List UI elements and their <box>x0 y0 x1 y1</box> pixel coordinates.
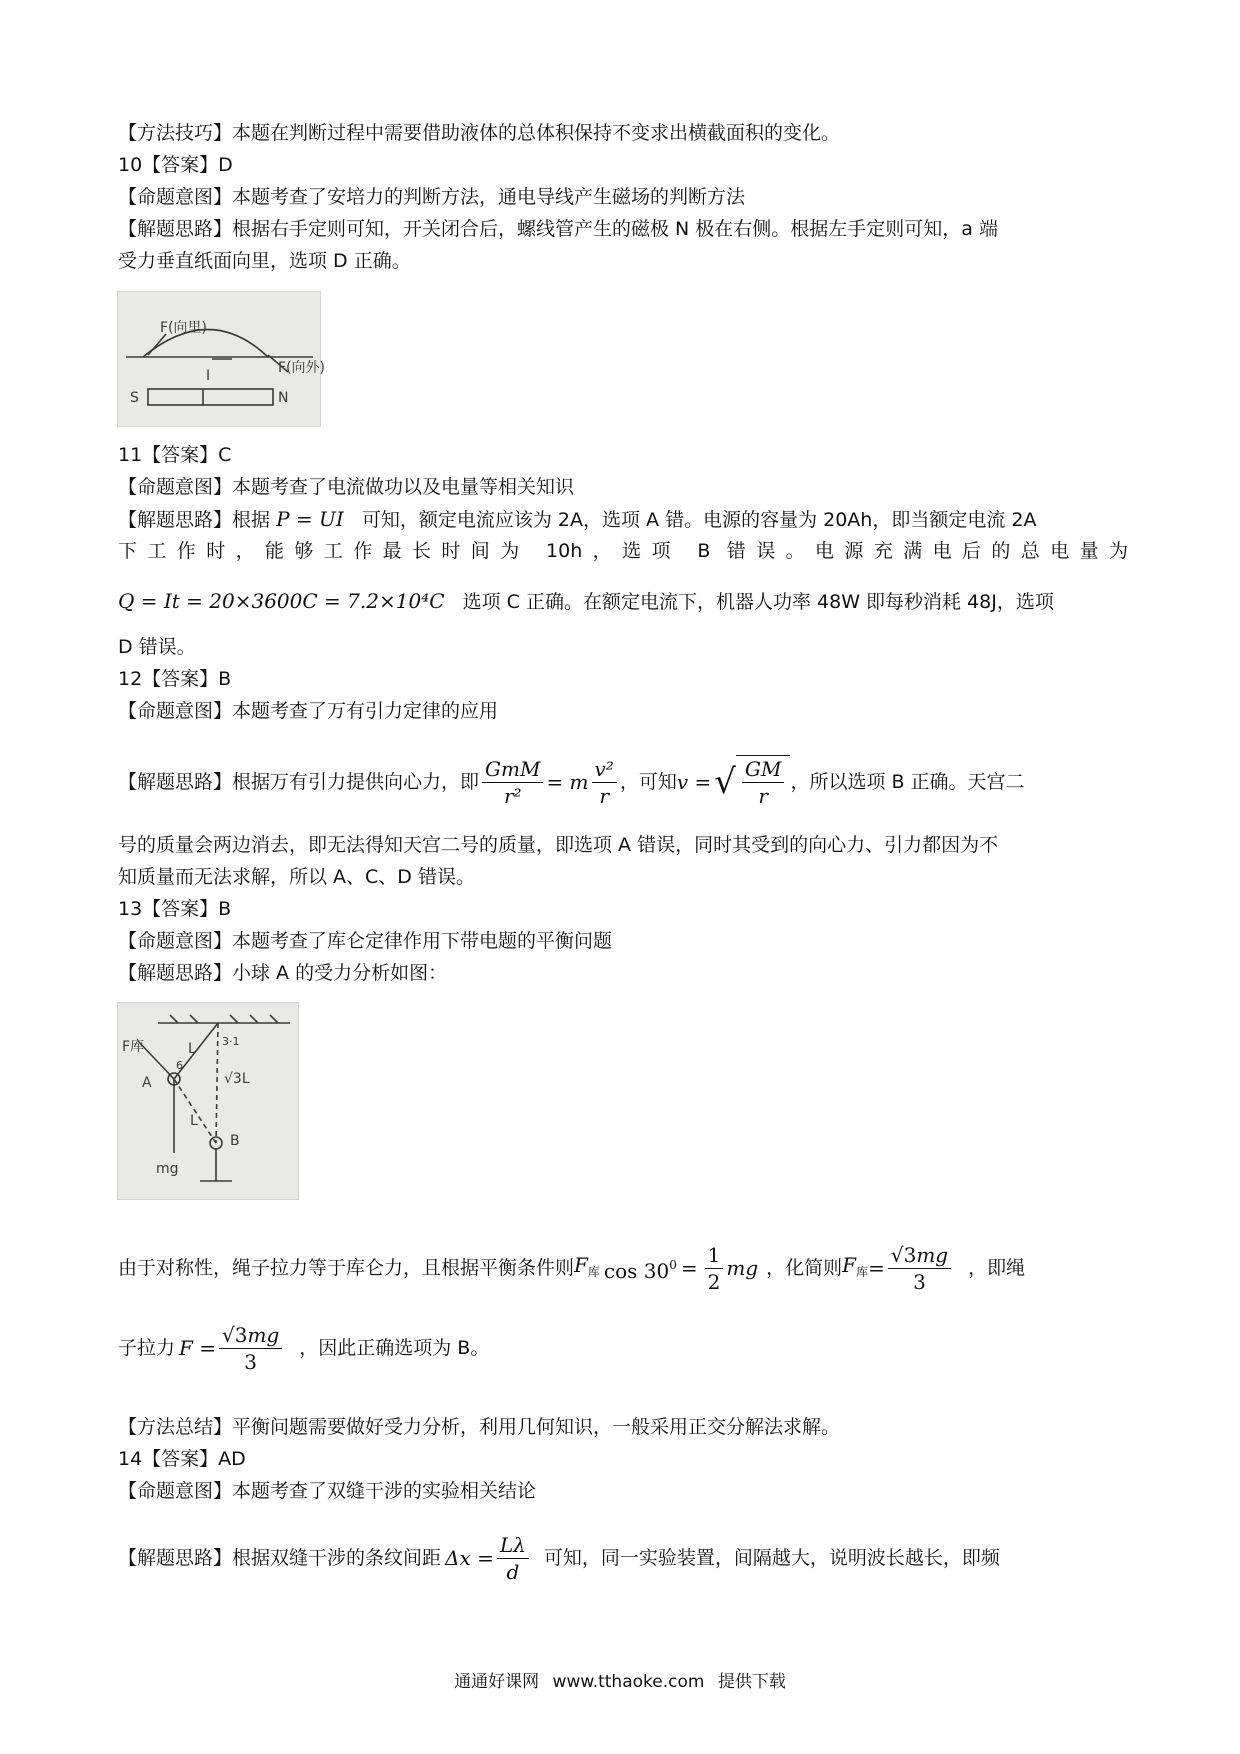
q12-reasoning-line-2: 号的质量会两边消去，即无法得知天宫二号的质量，即选项 A 错误，同时其受到的向心力、引力都因为不 <box>118 834 999 856</box>
q13-f-symbol: F <box>574 1252 588 1277</box>
q10-answer: 10【答案】D <box>118 154 233 176</box>
q13-fraction-half <box>705 1242 724 1295</box>
q13-method-summary: 【方法总结】平衡问题需要做好受力分析，利用几何知识，一般采用正交分解法求解。 <box>118 1416 841 1438</box>
q12-sqrt-body <box>736 755 790 809</box>
q12-reasoning-mid: ，可知 <box>619 771 677 793</box>
q14-spacing-denominator: d <box>506 1559 520 1584</box>
q12-reasoning-line-1 <box>118 752 1128 812</box>
q10-label-north: N <box>278 390 289 406</box>
q14-delta-x: Δx = <box>445 1546 494 1570</box>
q13-half-numerator: 1 <box>705 1242 724 1269</box>
q13-label-length-sqrt3l: √3L <box>224 1071 250 1087</box>
q13-figure-sketch <box>118 1003 298 1199</box>
q12-reasoning-prefix: 【解题思路】根据万有引力提供向心力，即 <box>118 771 480 793</box>
q10-label-f-left: F(向里) <box>160 320 207 336</box>
q13-label-angle-top: 3·1 <box>222 1035 240 1048</box>
q13-symmetry-prefix: 由于对称性，绳子拉力等于库仑力，且根据平衡条件则 <box>118 1257 575 1279</box>
q14-reasoning-prefix: 【解题思路】根据双缝干涉的条纹间距 <box>118 1547 442 1569</box>
q13-tension-symbol: F = <box>179 1336 217 1360</box>
q12-reasoning-line-3: 知质量而无法求解，所以 A、C、D 错误。 <box>118 866 475 888</box>
q11-formula-charge: Q = It = 20×3600C = 7.2×10⁴C <box>118 589 445 613</box>
q10-label-south: S <box>130 390 139 406</box>
q13-figure-photo <box>117 1002 299 1200</box>
q12-v-eq: v = <box>676 770 712 794</box>
q12-intent: 【命题意图】本题考查了万有引力定律的应用 <box>118 700 499 722</box>
q12-gravity-numerator: GmM <box>482 756 543 783</box>
q13-mg: mg <box>726 1256 759 1280</box>
q11-reasoning-line-4: D 错误。 <box>118 636 196 658</box>
q13-result-mg: mg <box>916 1242 949 1267</box>
q11-reasoning-line-1 <box>118 506 1128 533</box>
q13-result-denominator: 3 <box>913 1269 926 1294</box>
q13-sqrt3: √3 <box>890 1242 917 1267</box>
q13-result-numerator <box>888 1242 951 1269</box>
q12-gravity-denominator: r² <box>503 783 522 808</box>
footer-url[interactable]: www.tthaoke.com <box>552 1672 705 1692</box>
q13-label-mg: mg <box>156 1161 179 1177</box>
q12-fraction-centripetal <box>592 756 617 809</box>
q14-answer: 14【答案】AD <box>118 1448 246 1470</box>
q13-half-denominator: 2 <box>707 1269 721 1294</box>
q13-cos-term <box>604 1252 677 1284</box>
q12-fraction-sqrt <box>742 756 784 809</box>
q12-answer: 12【答案】B <box>118 668 232 690</box>
q11-formula-power: P = UI <box>276 507 344 531</box>
q10-reasoning-line-2: 受力垂直纸面向里，选项 D 正确。 <box>118 250 411 272</box>
footer-site-name: 通通好课网 <box>454 1672 540 1692</box>
q12-sqrt-denominator: r <box>758 784 768 808</box>
q13-label-f-ku: F库 <box>122 1039 145 1055</box>
q11-reasoning-prefix: 【解题思路】根据 <box>118 509 271 531</box>
q13-label-ball-b: B <box>230 1133 240 1149</box>
q10-intent: 【命题意图】本题考查了安培力的判断方法，通电导线产生磁场的判断方法 <box>118 186 746 208</box>
q14-reasoning-rest: 可知，同一实验装置，间隔越大，说明波长越长，即频 <box>543 1547 1000 1569</box>
q13-ku-subscript: 库 <box>587 1264 600 1279</box>
q13-label-length-l-lower: L <box>190 1113 198 1129</box>
q13-cos-superscript: 0 <box>669 1258 677 1272</box>
q10-figure-sketch <box>118 292 325 426</box>
q10-reasoning-line-1: 【解题思路】根据右手定则可知，开关闭合后，螺线管产生的磁极 N 极在右侧。根据左手定则可知，a 端 <box>118 218 998 240</box>
q13-tension-line <box>118 1318 1128 1378</box>
q10-figure-photo <box>117 291 325 427</box>
q13-f-symbol-2: F <box>842 1252 857 1277</box>
q12-sqrt-numerator: GM <box>742 756 784 783</box>
q13-f-ku-2 <box>842 1252 868 1285</box>
q14-reasoning-line-1 <box>118 1528 1128 1588</box>
q13-tension-prefix: 子拉力 <box>118 1337 176 1359</box>
page-footer <box>0 1667 1240 1692</box>
q13-reasoning-line-1: 【解题思路】小球 A 的受力分析如图： <box>118 962 448 984</box>
q11-reasoning-line-3 <box>118 588 1128 615</box>
q13-cos-text: cos 30 <box>603 1259 670 1283</box>
q11-answer: 11【答案】C <box>118 444 232 466</box>
q13-equals-2: = <box>868 1256 885 1280</box>
footer-download: 提供下载 <box>717 1672 786 1692</box>
q11-reasoning-line-2: 下工作时，能够工作最长时间为 10h，选项 B 错误。电源充满电后的总电量为 <box>118 540 1128 562</box>
q13-ku-subscript-2: 库 <box>856 1264 869 1279</box>
q13-tension-denominator: 3 <box>244 1349 257 1374</box>
q13-label-ball-a: A <box>142 1075 152 1091</box>
q14-spacing-numerator: Lλ <box>497 1532 529 1559</box>
q13-intent: 【命题意图】本题考查了库仑定律作用下带电题的平衡问题 <box>118 930 613 952</box>
q12-reasoning-rest: ，所以选项 B 正确。天宫二 <box>790 771 1025 793</box>
q13-equals: = <box>680 1256 698 1280</box>
q12-fraction-gravity <box>482 756 543 809</box>
radical-icon: √ <box>714 762 736 802</box>
q13-f-ku <box>574 1252 600 1285</box>
q13-tension-sqrt3: √3 <box>222 1322 248 1347</box>
q11-reasoning-line-3-rest: 选项 C 正确。在额定电流下，机器人功率 48W 即每秒消耗 48J，选项 <box>462 591 1054 613</box>
q13-tension-numerator <box>219 1322 282 1349</box>
q10-label-current: I <box>206 368 211 384</box>
q13-tension-mg: mg <box>247 1322 280 1347</box>
q10-label-f-right: F(向外) <box>278 360 325 376</box>
q13-label-length-l: L <box>188 1041 196 1057</box>
q13-fraction-tension <box>219 1322 282 1375</box>
q12-eq-mid: = m <box>546 770 589 794</box>
q11-intent: 【命题意图】本题考查了电流做功以及电量等相关知识 <box>118 476 575 498</box>
q13-simplify-text: ，化简则 <box>766 1257 843 1279</box>
q9-method-tip: 【方法技巧】本题在判断过程中需要借助液体的总体积保持不变求出横截面积的变化。 <box>118 122 841 144</box>
q13-answer: 13【答案】B <box>118 898 232 920</box>
q11-reasoning-rest: 可知，额定电流应该为 2A，选项 A 错。电源的容量为 20Ah，即当额定电流 2A <box>361 509 1037 531</box>
q13-tension-rest: ，因此正确选项为 B。 <box>299 1337 490 1359</box>
q13-then-text: ，即绳 <box>968 1257 1026 1279</box>
q13-equilibrium-line <box>118 1238 1128 1298</box>
q13-label-angle: 6 <box>176 1059 183 1072</box>
q14-intent: 【命题意图】本题考查了双缝干涉的实验相关结论 <box>118 1480 537 1502</box>
q13-fraction-result <box>888 1242 951 1295</box>
q12-centripetal-denominator: r <box>599 783 609 808</box>
q12-centripetal-numerator: v² <box>592 756 617 783</box>
q14-fraction-spacing <box>497 1532 529 1585</box>
